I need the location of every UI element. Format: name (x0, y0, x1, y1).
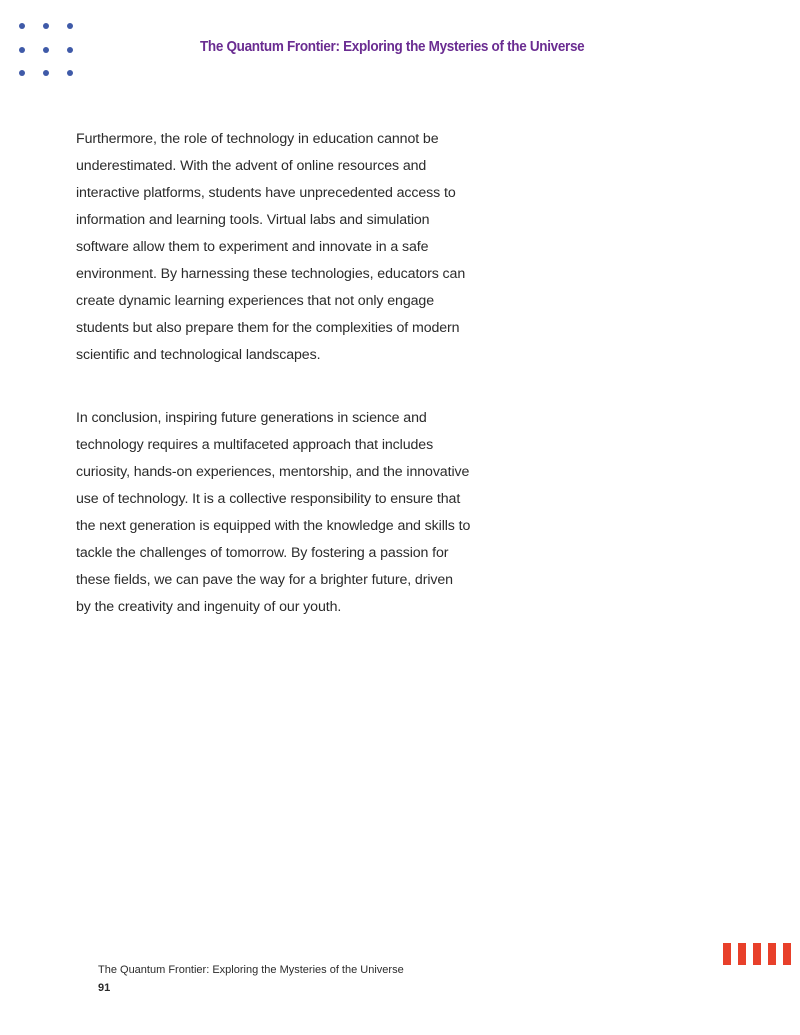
vertical-bars-icon (723, 943, 793, 965)
body-paragraph-2: In conclusion, inspiring future generations in science and technology requires a multifaceted approach that includes curiosity, hands-on experiences, mentorship, and the innovative use of technology. It is a collective responsibility to ensure that the next generation is equipped with the knowledge and skills to tackle the challenges of tomorrow. By fostering a passion for these fields, we can pave the way for a brighter future, driven by the creativity and ingenuity of our youth. (76, 410, 471, 615)
bar (723, 943, 731, 965)
dot-grid-icon (19, 23, 75, 79)
dot (19, 70, 25, 76)
bar (738, 943, 746, 965)
bar (783, 943, 791, 965)
dot (67, 47, 73, 53)
dot (43, 70, 49, 76)
dot (43, 23, 49, 29)
page-number: 91 (98, 982, 111, 994)
dot (67, 70, 73, 76)
footer-title: The Quantum Frontier: Exploring the Mysteries of the Universe (98, 964, 404, 976)
bar (753, 943, 761, 965)
bar (768, 943, 776, 965)
page-header-title: The Quantum Frontier: Exploring the Mysteries of the Universe (200, 38, 585, 55)
dot (67, 23, 73, 29)
dot (43, 47, 49, 53)
body-paragraph-1: Furthermore, the role of technology in education cannot be underestimated. With the advent of online resources and interactive platforms, students have unprecedented access to information and learning tools. Virtual labs and simulation software allow them to experiment and innovate in a safe environment. By harnessing these technologies, educators can create dynamic learning experiences that not only engage students but also prepare them for the complexities of modern scientific and technological landscapes. (76, 131, 466, 363)
dot (19, 23, 25, 29)
dot (19, 47, 25, 53)
